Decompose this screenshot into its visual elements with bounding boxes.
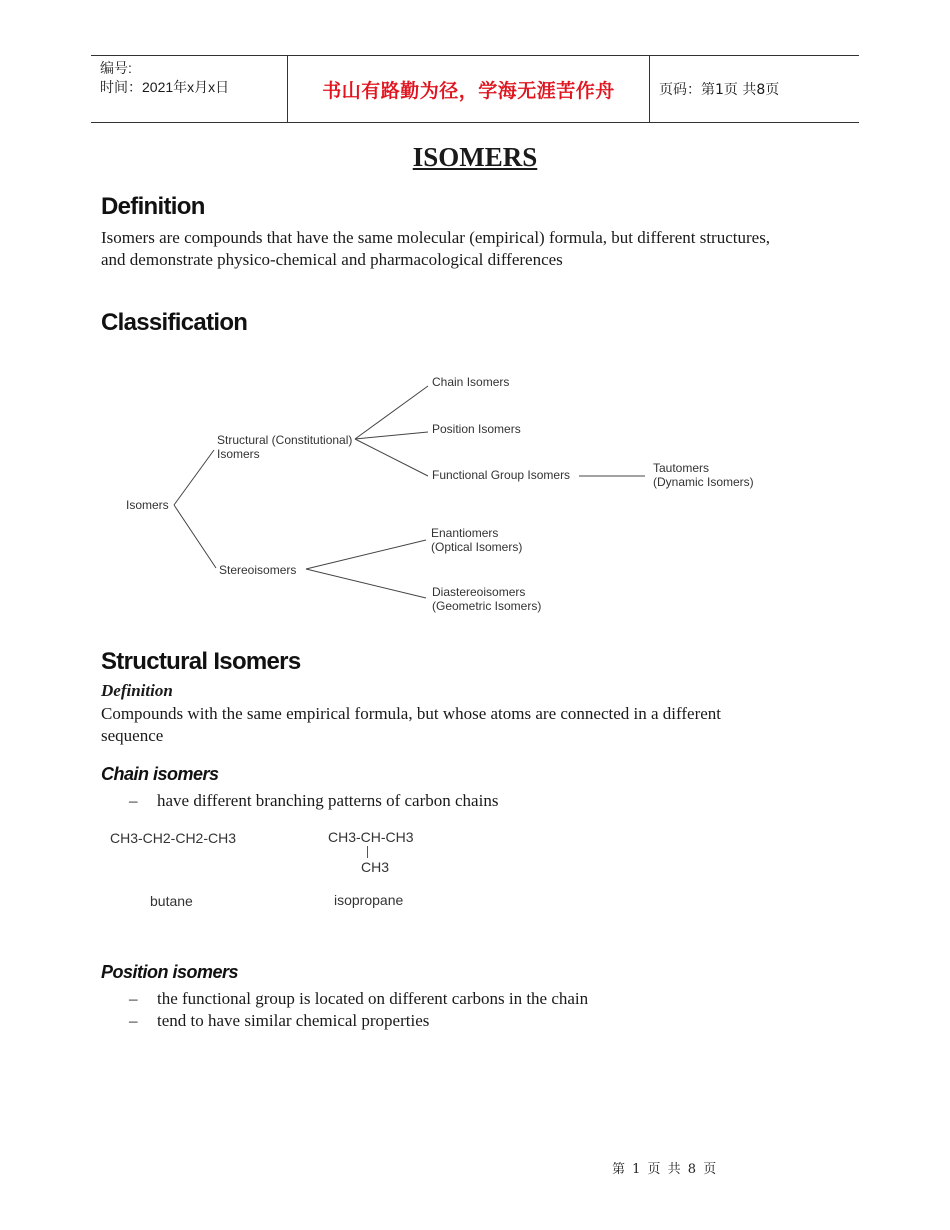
node-tautomers-line-1: Tautomers bbox=[653, 461, 710, 475]
node-stereoisomers: Stereoisomers bbox=[219, 563, 297, 577]
structural-definition-label: Definition bbox=[101, 681, 173, 700]
bullet-dash: – bbox=[129, 989, 138, 1008]
node-structural-line-2: Isomers bbox=[217, 447, 260, 461]
node-enantiomers-line-2: (Optical Isomers) bbox=[431, 540, 523, 554]
position-bullet-2-text: tend to have similar chemical properties bbox=[157, 1011, 430, 1030]
connector-structural-chain bbox=[355, 386, 428, 439]
definition-heading: Definition bbox=[101, 193, 205, 220]
connector-structural-position bbox=[355, 432, 428, 439]
connector-stereo-diastereo bbox=[306, 569, 426, 598]
butane-formula: CH3-CH2-CH2-CH3 bbox=[110, 830, 237, 846]
chain-isomers-heading: Chain isomers bbox=[101, 764, 219, 784]
node-tautomers-line-2: (Dynamic Isomers) bbox=[653, 475, 754, 489]
page-title: ISOMERS bbox=[412, 142, 538, 172]
chain-bullet-1-text: have different branching patterns of carbon chains bbox=[157, 791, 499, 810]
connector-root-structural bbox=[174, 450, 214, 505]
serial-label: 编号: bbox=[100, 60, 132, 76]
butane-label: butane bbox=[150, 893, 193, 909]
isopropane-formula: CH3-CH-CH3 bbox=[328, 829, 414, 845]
node-diastereo-line-2: (Geometric Isomers) bbox=[432, 599, 542, 613]
node-position-isomers: Position Isomers bbox=[432, 422, 521, 436]
time-label: 时间：2021年x月x日 bbox=[100, 79, 230, 95]
isopropane-label: isopropane bbox=[334, 892, 404, 908]
node-enantiomers-line-1: Enantiomers bbox=[431, 526, 499, 540]
chain-bullet-1 bbox=[129, 790, 498, 812]
isopropane-branch: CH3 bbox=[361, 859, 390, 875]
position-isomers-heading: Position isomers bbox=[101, 962, 239, 982]
connector-structural-functional bbox=[355, 439, 428, 476]
connector-root-stereo bbox=[174, 505, 216, 568]
node-isomers: Isomers bbox=[126, 498, 169, 512]
connector-stereo-enantiomers bbox=[306, 540, 426, 569]
bullet-dash: – bbox=[129, 791, 138, 810]
node-diastereo-line-1: Diastereoisomers bbox=[432, 585, 526, 599]
structural-definition-text bbox=[101, 703, 861, 746]
structural-def-line-2: sequence bbox=[101, 725, 164, 745]
node-structural-line-1: Structural (Constitutional) bbox=[217, 433, 353, 447]
structural-heading: Structural Isomers bbox=[101, 648, 301, 675]
definition-line-1: Isomers are compounds that have the same molecular (empirical) formula, but different structures, bbox=[101, 228, 771, 247]
isopropane-branch-bond bbox=[367, 846, 368, 858]
motto-text: 书山有路勤为径，学海无涯苦作舟 bbox=[322, 79, 615, 102]
position-bullet-1 bbox=[129, 988, 588, 1010]
page-footer: 第 1 页 共 8 页 bbox=[612, 1162, 717, 1177]
page-info: 页码：第1页 共8页 bbox=[659, 82, 780, 98]
bullet-dash: – bbox=[129, 1011, 138, 1030]
node-functional-group-isomers: Functional Group Isomers bbox=[432, 468, 571, 482]
position-bullet-1-text: the functional group is located on different carbons in the chain bbox=[157, 989, 589, 1008]
node-chain-isomers: Chain Isomers bbox=[432, 375, 510, 389]
structural-def-line-1: Compounds with the same empirical formula, but whose atoms are connected in a different bbox=[101, 704, 722, 723]
classification-heading: Classification bbox=[101, 309, 248, 336]
position-bullet-2 bbox=[129, 1010, 429, 1032]
definition-line-2: and demonstrate physico-chemical and pharmacological differences bbox=[101, 249, 563, 269]
